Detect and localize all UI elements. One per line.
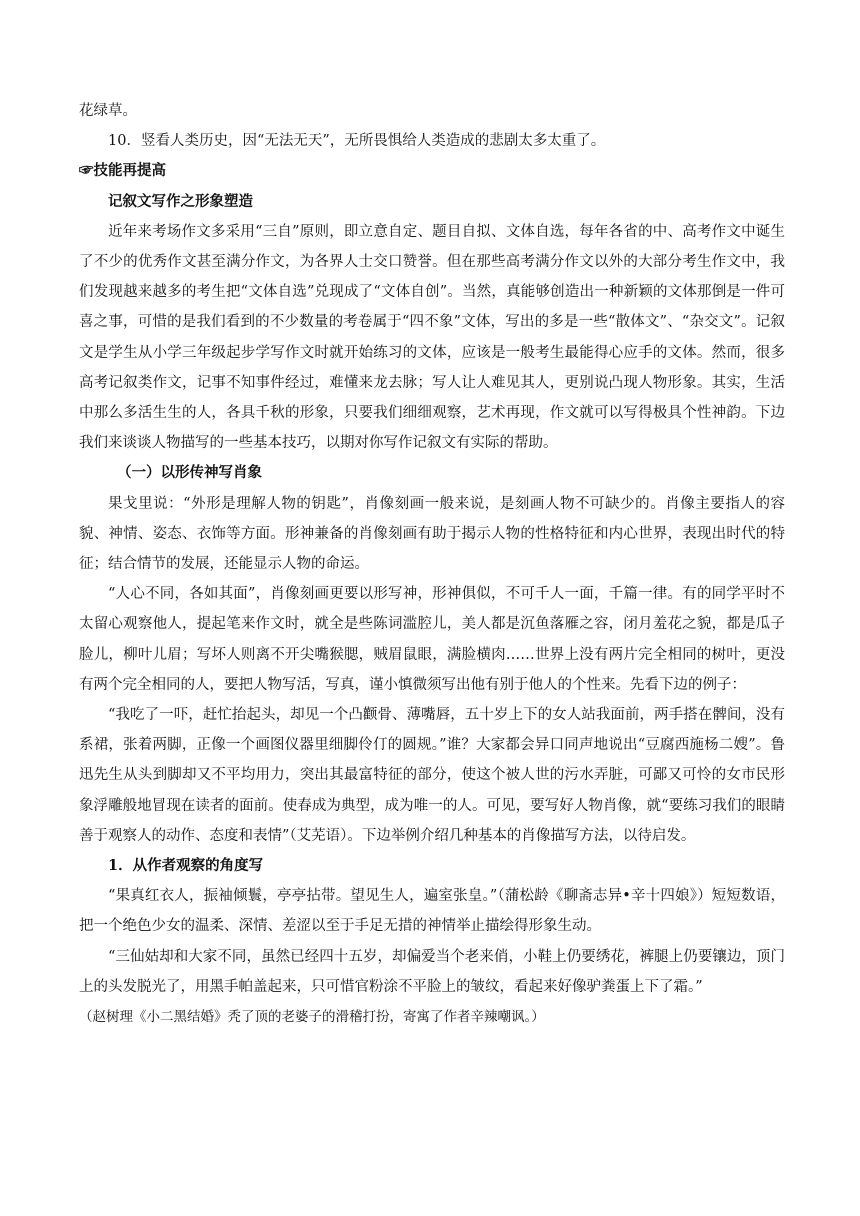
text-line: 10．竖看人类历史，因“无法无天”，无所畏惧给人类造成的悲剧太多太重了。 — [108, 133, 606, 150]
paragraph: 果戈里说：“外形是理解人物的钥匙”，肖像刻画一般来说，是刻画人物不可缺少的。肖像主要指人的容貌、神情、姿态、衣饰等方面。形神兼备的肖像刻画有助于揭示人物的性格特征和内心世界，表现出时代的特征；结合情节的发展，还能显示人物的命运。 — [79, 495, 785, 573]
paragraph: 近年来考场作文多采用“三自”原则，即立意自定、题目自拟、文体自选，每年各省的中、高考作文中诞生了不少的优秀作文甚至满分作文，为各界人士交口赞誉。但在那些高考满分作文以外的大部分考生作文中，我们发现越来越多的考生把“文体自选”兑现成了“文体自创”。当然，真能够创造出一种新颖的文体那倒是一件可喜之事，可惜的是我们看到的不少数量的考卷属于“四不象”文体，写出的多是一些“散体文”、“杂交文”。记叙文是学生从小学三年级起步学写作文时就开始练习的文体，应该是一般考生最能得心应手的文体。然而，很多高考记叙类作文，记事不知事件经过，难懂来龙去脉；写人让人难见其人，更别说凸现人物形象。其实，生活中那么多活生生的人，各具千秋的形象，只要我们细细观察，艺术再现，作文就可以写得极具个性神韵。下边我们来谈谈人物描写的一些基本技巧，以期对你写作记叙文有实际的帮助。 — [79, 223, 785, 452]
article-title: 记叙文写作之形象塑造 — [108, 192, 253, 210]
text-line: 花绿草。 — [79, 103, 137, 119]
sub-heading: （一）以形传神写肖象 — [117, 464, 262, 482]
document-page — [79, 96, 785, 1032]
paragraph: “人心不同，各如其面”，肖像刻画更要以形写神，形神俱似，不可千人一面，千篇一律。有的同学平时不太留心观察他人，提起笔来作文时，就全是些陈词滥腔儿，美人都是沉鱼落雁之容，闭月羞花之貌，都是瓜子脸儿，柳叶儿眉；写坏人则离不开尖嘴猴腮，贼眉鼠眼，满脸横肉……世界上没有两片完全相同的树叶，更没有两个完全相同的人，要把人物写活，写真，谨小慎微须写出他有别于他人的个性来。先看下边的例子： — [79, 586, 785, 693]
paragraph: “三仙姑却和大家不同，虽然已经四十五岁，却偏爱当个老来俏，小鞋上仍要绣花，裤腿上仍要镶边，顶门上的头发脱光了，用黑手帕盖起来，只可惜官粉涂不平脸上的皱纹，看起来好像驴粪蛋上下了霜。” — [79, 948, 785, 995]
paragraph: “果真红衣人，振袖倾鬟，亭亭拈带。望见生人，遍室张皇。”（蒲松龄《聊斋志异•辛十四娘》）短短数语，把一个绝色少女的温柔、深情、差涩以至于手足无措的神情举止描绘得形象生动。 — [79, 888, 785, 935]
sub-heading: 1．从作者观察的角度写 — [108, 857, 264, 875]
paragraph: “我吃了一吓，赶忙抬起头，却见一个凸颧骨、薄嘴唇，五十岁上下的女人站我面前，两手搭在髀间，没有系裙，张着两脚，正像一个画图仪器里细脚伶仃的圆规。”谁？大家都会异口同声地说出“豆腐西施杨二嫂”。鲁迅先生从头到脚却又不平均用力，突出其最富特征的部分，使这个被人世的污水弄脏，可鄙又可怜的女市民形象浮雕般地冒现在读者的面前。使春成为典型，成为唯一的人。可见，要写好人物肖像，就“要练习我们的眼睛善于观察人的动作、态度和表情”（艾芜语）。下边举例介绍几种基本的肖像描写方法，以待启发。 — [79, 707, 785, 844]
section-heading: ☞技能再提高 — [79, 162, 166, 180]
paragraph: （赵树理《小二黑结婚》秃了顶的老婆子的滑稽打扮，寄寓了作者辛辣嘲讽。） — [79, 1009, 545, 1026]
